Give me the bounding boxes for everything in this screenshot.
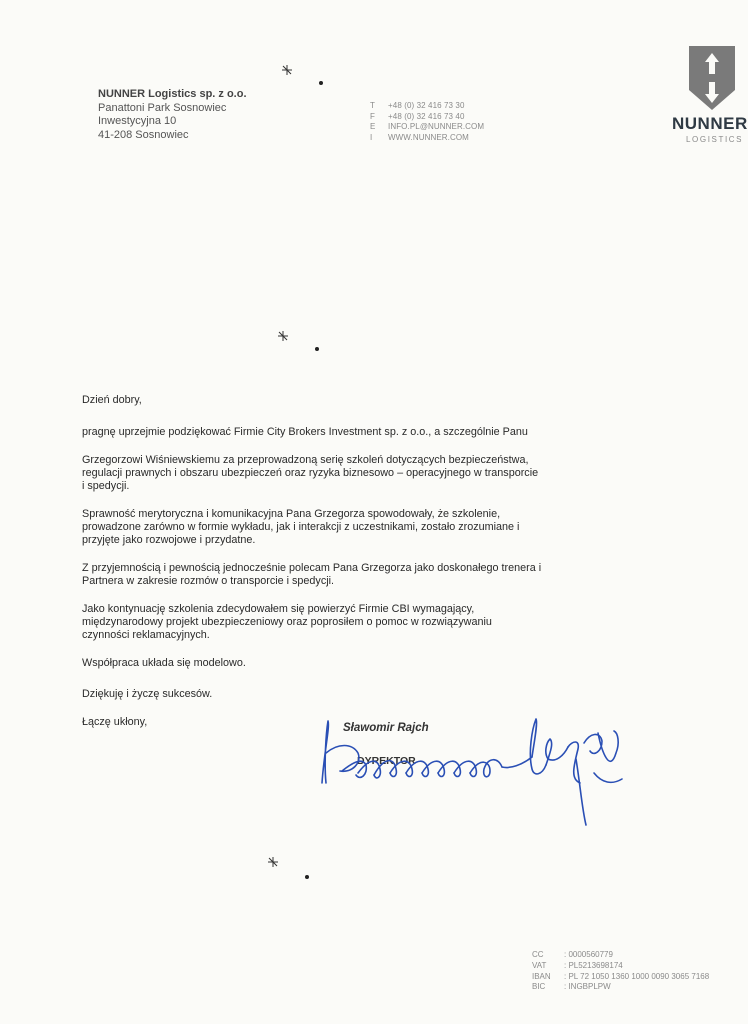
paragraph: Współpraca układa się modelowo. (82, 657, 246, 669)
company-address-block (98, 88, 247, 142)
greeting: Dzień dobry, (82, 394, 142, 406)
bank-row: BIC : INGBPLPW (532, 982, 611, 992)
signatory-title: DYREKTOR (357, 755, 416, 767)
logo-arrows-icon (672, 44, 739, 112)
logo-wordmark: NUNNER (672, 114, 748, 133)
contact-fax: F +48 (0) 32 416 73 40 (370, 111, 465, 121)
address-line: 41-208 Sosnowiec (98, 128, 189, 141)
paragraph: Z przyjemnością i pewnością jednocześnie polecam Pana Grzegorza jako doskonałego trenera i Partnera w zakresie rozmów o transporcie i spedycji. (82, 562, 542, 587)
signatory-name: Sławomir Rajch (343, 722, 429, 734)
paragraph: Dziękuję i życzę sukcesów. (82, 688, 213, 700)
paragraph: Sprawność merytoryczna i komunikacyjna Pana Grzegorza spowodowały, że szkolenie, prowadzone zarówno w formie wykładu, jak i interakcji z uczestnikami, zostało zrozumiane i przyjęte jako rozwojowe i przydatne. (82, 508, 520, 546)
scan-dot-icon (318, 80, 324, 86)
paragraph: Grzegorzowi Wiśniewskiemu za przeprowadzoną serię szkoleń dotyczących bezpieczeństwa, regulacji prawnych i obszaru ubezpieczeń oraz ryzyka biznesowo – operacyjnego w transporcie i spedycji. (82, 454, 539, 492)
address-line: Inwestycyjna 10 (98, 115, 177, 127)
scan-speck-icon (280, 64, 294, 76)
closing: Łączę ukłony, (82, 716, 148, 728)
scan-speck-icon (276, 330, 290, 342)
paragraph: pragnę uprzejmie podziękować Firmie City Brokers Investment sp. z o.o., a szczególnie Panu (82, 426, 528, 438)
letter-body (82, 394, 542, 729)
scan-dot-icon (304, 874, 310, 880)
nunner-logo (672, 44, 748, 144)
bank-row: VAT : PL5213698174 (532, 960, 623, 970)
logo-subtitle: LOGISTICS (686, 135, 744, 144)
contact-email: E INFO.PL@NUNNER.COM (370, 122, 485, 131)
scan-speck-icon (266, 856, 280, 868)
contact-block (370, 101, 484, 143)
bank-row: CC : 0000560779 (532, 950, 613, 959)
scan-dot-icon (314, 346, 320, 352)
address-line: Panattoni Park Sosnowiec (98, 101, 227, 114)
handwritten-signature (318, 713, 638, 838)
paragraph: Jako kontynuację szkolenia zdecydowałem się powierzyć Firmie CBI wymagający, międzynarodowy projekt ubezpieczeniowy oraz poprosiłem o pomoc w rozwiązywaniu czynności reklamacyjnych. (82, 603, 492, 641)
company-name: NUNNER Logistics sp. z o.o. (98, 88, 247, 100)
contact-phone: T +48 (0) 32 416 73 30 (370, 101, 465, 110)
contact-website: I WWW.NUNNER.COM (370, 132, 469, 142)
bank-row: IBAN : PL 72 1050 1360 1000 0090 3065 7168 (532, 971, 710, 981)
bank-details (532, 950, 709, 993)
